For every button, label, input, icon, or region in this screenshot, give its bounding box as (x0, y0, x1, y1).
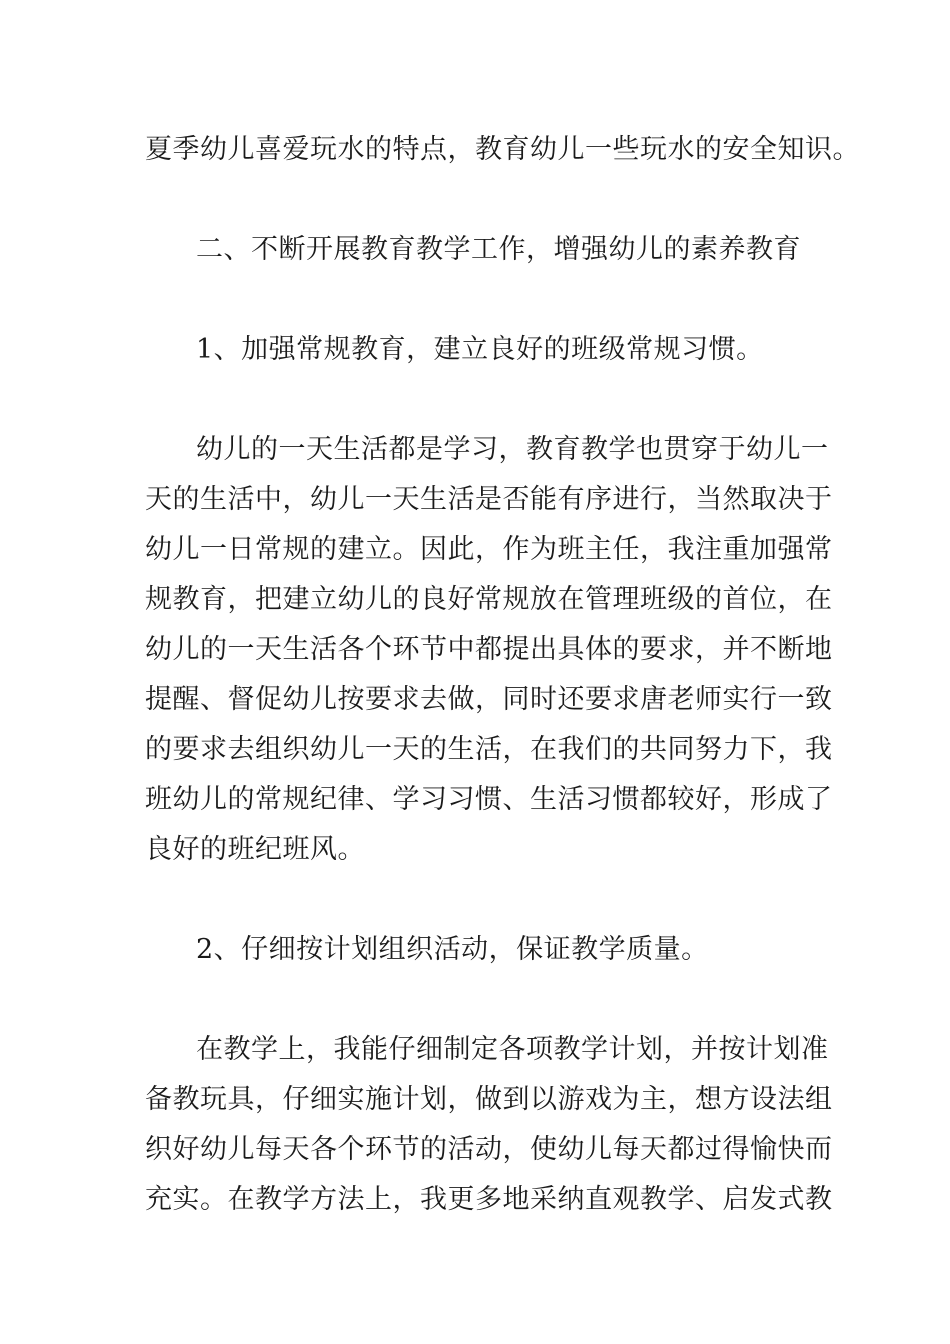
paragraph-line: 在教学上，我能仔细制定各项教学计划，并按计划准 (196, 1034, 829, 1065)
paragraph-line: 织好幼儿每天各个环节的活动，使幼儿每天都过得愉快而 (145, 1134, 833, 1165)
paragraph-line: 幼儿一日常规的建立。因此，作为班主任，我注重加强常 (145, 534, 833, 565)
section-heading: 二、不断开展教育教学工作，增强幼儿的素养教育 (196, 234, 801, 265)
subsection-heading: 2、仔细按计划组织活动，保证教学质量。 (196, 934, 709, 965)
paragraph-line: 提醒、督促幼儿按要求去做，同时还要求唐老师实行一致 (145, 684, 833, 715)
subsection-heading: 1、加强常规教育，建立良好的班级常规习惯。 (196, 334, 764, 365)
paragraph-line: 规教育，把建立幼儿的良好常规放在管理班级的首位，在 (145, 584, 833, 615)
paragraph-line: 天的生活中，幼儿一天生活是否能有序进行，当然取决于 (145, 484, 833, 515)
paragraph-line: 的要求去组织幼儿一天的生活，在我们的共同努力下，我 (145, 734, 833, 765)
paragraph-line: 备教玩具，仔细实施计划，做到以游戏为主，想方设法组 (145, 1084, 833, 1115)
paragraph-line: 班幼儿的常规纪律、学习习惯、生活习惯都较好，形成了 (145, 784, 833, 815)
paragraph-line: 幼儿的一天生活各个环节中都提出具体的要求，并不断地 (145, 634, 833, 665)
paragraph-line: 幼儿的一天生活都是学习，教育教学也贯穿于幼儿一 (196, 434, 829, 465)
paragraph-line: 良好的班纪班风。 (145, 834, 365, 865)
paragraph-line: 夏季幼儿喜爱玩水的特点，教育幼儿一些玩水的安全知识。 (145, 134, 860, 165)
paragraph-line: 充实。在教学方法上，我更多地采纳直观教学、启发式教 (145, 1184, 833, 1215)
